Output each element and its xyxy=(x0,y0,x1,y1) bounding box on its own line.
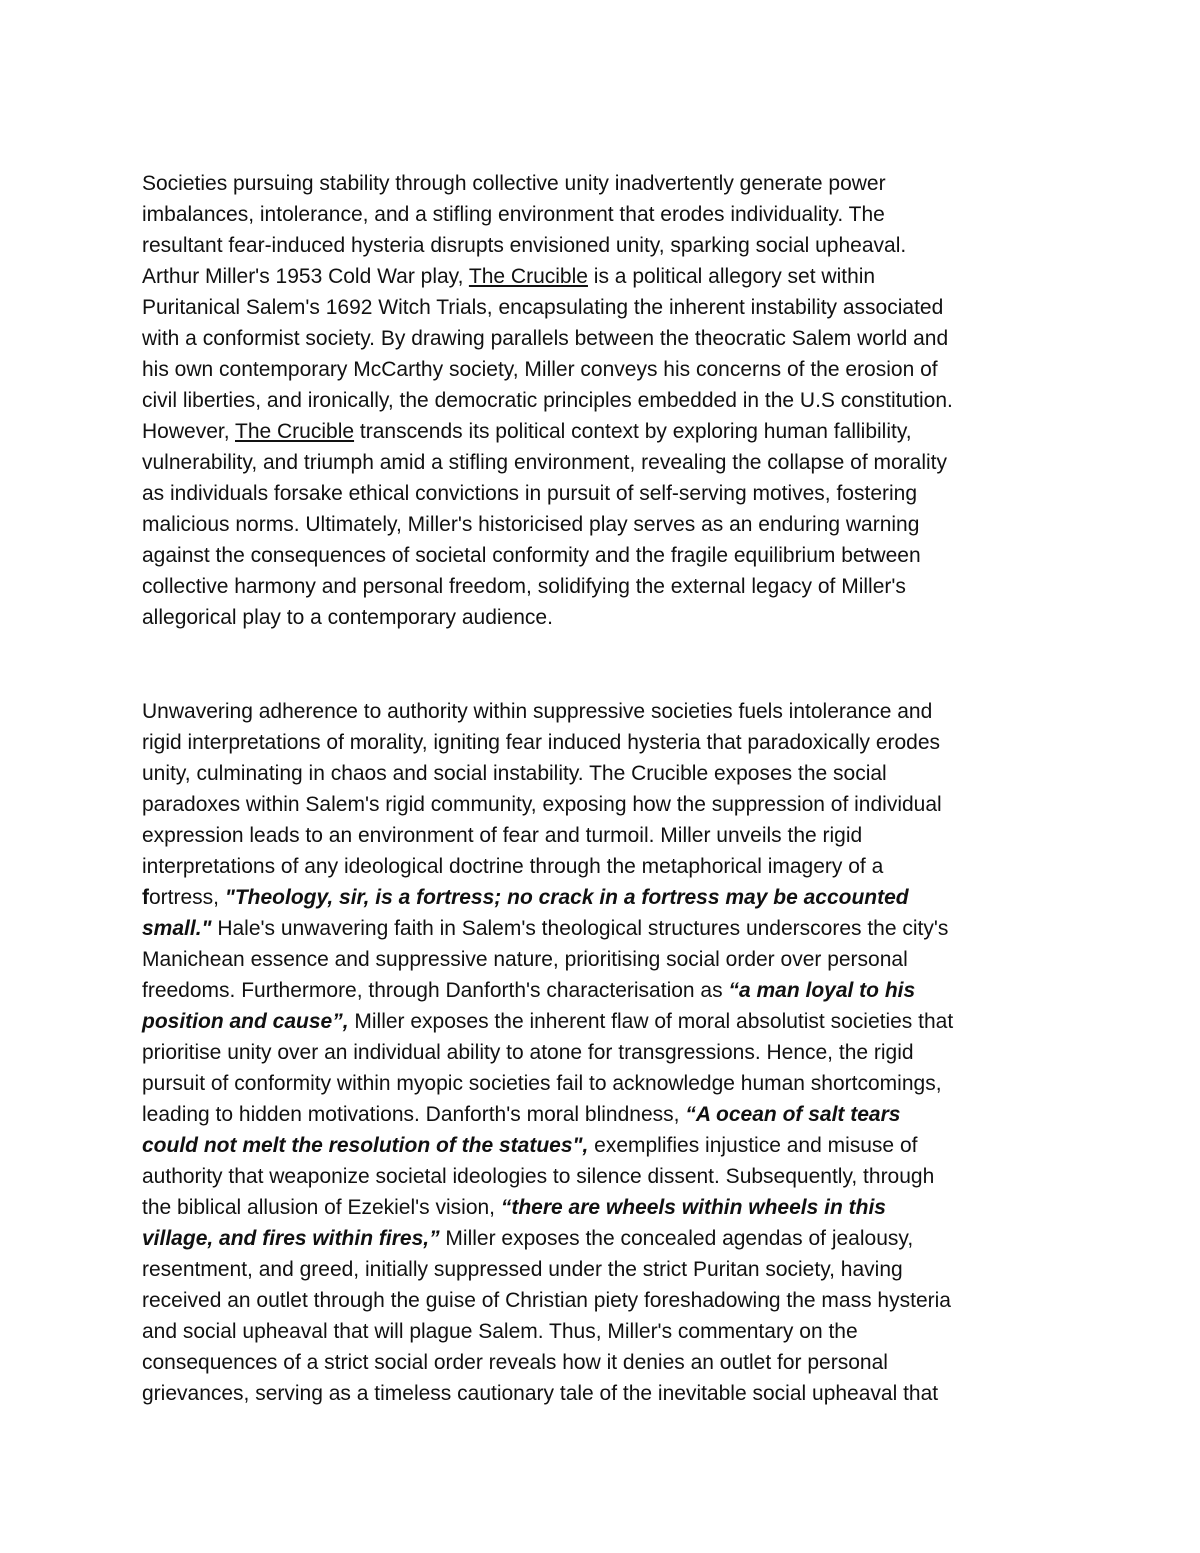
text-line xyxy=(142,416,1072,447)
text-line: with a conformist society. By drawing parallels between the theocratic Salem world and xyxy=(142,327,949,350)
text-line: resentment, and greed, initially suppressed under the strict Puritan society, having xyxy=(142,1258,903,1281)
bold-letter: f xyxy=(142,886,149,909)
text-run: However, xyxy=(142,420,235,443)
text-run: Miller exposes the inherent flaw of moral absolutist societies that xyxy=(348,1010,954,1033)
text-line: Manichean essence and suppressive nature, prioritising social order over personal xyxy=(142,948,908,971)
text-line xyxy=(142,975,1072,1006)
text-run: Arthur Miller's 1953 Cold War play, xyxy=(142,265,469,288)
text-run: the biblical allusion of Ezekiel's vision, xyxy=(142,1196,501,1219)
text-line xyxy=(142,882,1072,913)
text-line: grievances, serving as a timeless cautionary tale of the inevitable social upheaval that xyxy=(142,1382,939,1405)
text-line: collective harmony and personal freedom, solidifying the external legacy of Miller's xyxy=(142,575,906,598)
text-line: his own contemporary McCarthy society, Miller conveys his concerns of the erosion of xyxy=(142,358,938,381)
text-line: prioritise unity over an individual ability to atone for transgressions. Hence, the rigid xyxy=(142,1041,914,1064)
text-line: imbalances, intolerance, and a stifling environment that erodes individuality. The xyxy=(142,203,885,226)
text-line xyxy=(142,1130,1072,1161)
text-line: civil liberties, and ironically, the democratic principles embedded in the U.S constitution. xyxy=(142,389,953,412)
text-line: expression leads to an environment of fear and turmoil. Miller unveils the rigid xyxy=(142,824,863,847)
text-run: exemplifies injustice and misuse of xyxy=(588,1134,918,1157)
text-line: interpretations of any ideological doctrine through the metaphorical imagery of a xyxy=(142,855,884,878)
text-line: and social upheaval that will plague Salem. Thus, Miller's commentary on the xyxy=(142,1320,858,1343)
text-line: resultant fear-induced hysteria disrupts envisioned unity, sparking social upheaval. xyxy=(142,234,907,257)
quote-bold-italic: small." xyxy=(142,917,212,940)
play-title-underlined: The Crucible xyxy=(468,265,588,288)
quote-bold-italic: "Theology, sir, is a fortress; no crack in a fortress may be accounted xyxy=(224,886,909,909)
paragraph-body xyxy=(142,696,1072,1409)
text-line: Societies pursuing stability through collective unity inadvertently generate power xyxy=(142,172,886,195)
text-line: authority that weaponize societal ideologies to silence dissent. Subsequently, through xyxy=(142,1165,935,1188)
quote-bold-italic: could not melt the resolution of the statues", xyxy=(142,1134,589,1157)
text-line: rigid interpretations of morality, igniting fear induced hysteria that paradoxically erodes xyxy=(142,731,941,754)
text-line xyxy=(142,1192,1072,1223)
text-run: Miller exposes the concealed agendas of jealousy, xyxy=(439,1227,914,1250)
text-run: leading to hidden motivations. Danforth's moral blindness, xyxy=(142,1103,686,1126)
text-line: paradoxes within Salem's rigid community, exposing how the suppression of individual xyxy=(142,793,942,816)
quote-bold-italic: position and cause”, xyxy=(142,1010,349,1033)
text-line xyxy=(142,261,1072,292)
quote-bold-italic: “a man loyal to his xyxy=(728,979,916,1002)
text-line: Puritanical Salem's 1692 Witch Trials, encapsulating the inherent instability associated xyxy=(142,296,944,319)
text-line xyxy=(142,913,1072,944)
text-line: allegorical play to a contemporary audience. xyxy=(142,606,553,629)
text-run: transcends its political context by exploring human fallibility, xyxy=(354,420,912,443)
quote-bold-italic: “there are wheels within wheels in this xyxy=(500,1196,886,1219)
text-run: is a political allegory set within xyxy=(587,265,876,288)
text-line: malicious norms. Ultimately, Miller's historicised play serves as an enduring warning xyxy=(142,513,920,536)
play-title-underlined: The Crucible xyxy=(235,420,355,443)
text-line xyxy=(142,1223,1072,1254)
text-line: as individuals forsake ethical convictions in pursuit of self-serving motives, fostering xyxy=(142,482,918,505)
quote-bold-italic: “A ocean of salt tears xyxy=(685,1103,901,1126)
text-line: Unwavering adherence to authority within suppressive societies fuels intolerance and xyxy=(142,700,933,723)
quote-bold-italic: village, and fires within fires,” xyxy=(142,1227,440,1250)
text-line: received an outlet through the guise of Christian piety foreshadowing the mass hysteria xyxy=(142,1289,951,1312)
text-line xyxy=(142,1006,1072,1037)
text-run: ortress, xyxy=(149,886,225,909)
text-line xyxy=(142,1099,1072,1130)
text-run: freedoms. Furthermore, through Danforth's characterisation as xyxy=(142,979,729,1002)
text-line: pursuit of conformity within myopic societies fail to acknowledge human shortcomings, xyxy=(142,1072,942,1095)
text-line: vulnerability, and triumph amid a stifling environment, revealing the collapse of morality xyxy=(142,451,948,474)
text-run: Hale's unwavering faith in Salem's theological structures underscores the city's xyxy=(211,917,949,940)
text-line: unity, culminating in chaos and social instability. The Crucible exposes the social xyxy=(142,762,887,785)
paragraph-introduction xyxy=(142,168,1072,633)
text-line: consequences of a strict social order reveals how it denies an outlet for personal xyxy=(142,1351,888,1374)
text-line: against the consequences of societal conformity and the fragile equilibrium between xyxy=(142,544,921,567)
